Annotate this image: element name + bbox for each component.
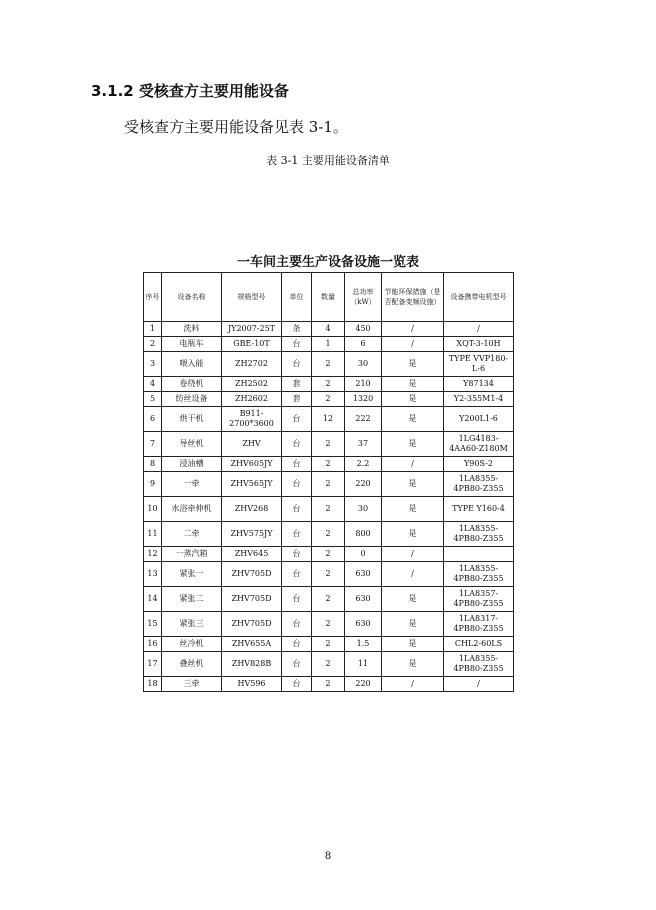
table-row bbox=[144, 322, 514, 337]
cell-power: 800 bbox=[345, 522, 382, 547]
cell-qty: 2 bbox=[312, 612, 345, 637]
cell-name: 丝冷机 bbox=[162, 637, 222, 652]
cell-qty: 2 bbox=[312, 352, 345, 377]
cell-model: HV596 bbox=[222, 677, 282, 692]
cell-motor: 1LA8355-4PB80-Z355 bbox=[444, 472, 514, 497]
cell-motor: TYPE VVP180-L-6 bbox=[444, 352, 514, 377]
cell-no: 18 bbox=[144, 677, 162, 692]
cell-motor: XQT-3-10H bbox=[444, 337, 514, 352]
cell-power: 37 bbox=[345, 432, 382, 457]
cell-qty: 2 bbox=[312, 587, 345, 612]
cell-power: 0 bbox=[345, 547, 382, 562]
cell-name: 喂入能 bbox=[162, 352, 222, 377]
cell-name: 一蒸汽箱 bbox=[162, 547, 222, 562]
cell-model: GBE-10T bbox=[222, 337, 282, 352]
cell-no: 8 bbox=[144, 457, 162, 472]
cell-model: ZHV565JY bbox=[222, 472, 282, 497]
cell-motor bbox=[444, 547, 514, 562]
cell-qty: 2 bbox=[312, 457, 345, 472]
cell-motor: 1LA8355-4PB80-Z355 bbox=[444, 522, 514, 547]
cell-eco: 是 bbox=[382, 522, 444, 547]
cell-eco: 是 bbox=[382, 587, 444, 612]
header-qty: 数量 bbox=[312, 273, 345, 322]
table-row bbox=[144, 522, 514, 547]
cell-motor: 1LA8357-4PB80-Z355 bbox=[444, 587, 514, 612]
cell-unit: 台 bbox=[282, 407, 312, 432]
table-row bbox=[144, 587, 514, 612]
header-unit: 单位 bbox=[282, 273, 312, 322]
cell-name: 叠丝机 bbox=[162, 652, 222, 677]
cell-eco: / bbox=[382, 547, 444, 562]
cell-unit: 套 bbox=[282, 377, 312, 392]
section-heading: 3.1.2 受核查方主要用能设备 bbox=[91, 82, 289, 100]
cell-model: ZH2602 bbox=[222, 392, 282, 407]
cell-motor: TYPE Y160-4 bbox=[444, 497, 514, 522]
cell-power: 630 bbox=[345, 612, 382, 637]
cell-power: 220 bbox=[345, 472, 382, 497]
cell-model: ZHV605JY bbox=[222, 457, 282, 472]
cell-name: 一牵 bbox=[162, 472, 222, 497]
cell-no: 1 bbox=[144, 322, 162, 337]
cell-name: 二牵 bbox=[162, 522, 222, 547]
header-power: 总功率（kW） bbox=[345, 273, 382, 322]
cell-power: 630 bbox=[345, 587, 382, 612]
cell-no: 17 bbox=[144, 652, 162, 677]
cell-motor: Y90S-2 bbox=[444, 457, 514, 472]
table-row bbox=[144, 637, 514, 652]
cell-model: ZH2702 bbox=[222, 352, 282, 377]
cell-motor: / bbox=[444, 322, 514, 337]
cell-power: 1320 bbox=[345, 392, 382, 407]
cell-qty: 2 bbox=[312, 637, 345, 652]
cell-name: 浸油槽 bbox=[162, 457, 222, 472]
cell-power: 11 bbox=[345, 652, 382, 677]
table-row bbox=[144, 407, 514, 432]
cell-name: 水浴牵伸机 bbox=[162, 497, 222, 522]
table-row bbox=[144, 392, 514, 407]
cell-name: 卷绕机 bbox=[162, 377, 222, 392]
cell-unit: 台 bbox=[282, 352, 312, 377]
table-row bbox=[144, 337, 514, 352]
cell-unit: 套 bbox=[282, 392, 312, 407]
cell-name: 紧张二 bbox=[162, 587, 222, 612]
cell-motor: Y87134 bbox=[444, 377, 514, 392]
cell-name: 紧张一 bbox=[162, 562, 222, 587]
cell-power: 1.5 bbox=[345, 637, 382, 652]
cell-motor: Y200L1-6 bbox=[444, 407, 514, 432]
cell-no: 7 bbox=[144, 432, 162, 457]
table-row bbox=[144, 377, 514, 392]
cell-model: ZH2502 bbox=[222, 377, 282, 392]
cell-no: 4 bbox=[144, 377, 162, 392]
cell-no: 13 bbox=[144, 562, 162, 587]
table-row bbox=[144, 457, 514, 472]
cell-model: ZHV645 bbox=[222, 547, 282, 562]
cell-power: 30 bbox=[345, 352, 382, 377]
cell-qty: 2 bbox=[312, 652, 345, 677]
cell-no: 10 bbox=[144, 497, 162, 522]
cell-motor: 1LG4183-4AA60-Z180M bbox=[444, 432, 514, 457]
cell-unit: 台 bbox=[282, 337, 312, 352]
cell-unit: 台 bbox=[282, 547, 312, 562]
cell-eco: / bbox=[382, 677, 444, 692]
table-row bbox=[144, 677, 514, 692]
cell-power: 220 bbox=[345, 677, 382, 692]
cell-qty: 2 bbox=[312, 522, 345, 547]
cell-unit: 台 bbox=[282, 522, 312, 547]
cell-unit: 台 bbox=[282, 587, 312, 612]
cell-unit: 台 bbox=[282, 562, 312, 587]
cell-no: 15 bbox=[144, 612, 162, 637]
cell-no: 2 bbox=[144, 337, 162, 352]
cell-qty: 1 bbox=[312, 337, 345, 352]
cell-name: 紧张三 bbox=[162, 612, 222, 637]
cell-name: 电瓶车 bbox=[162, 337, 222, 352]
cell-name: 烘干机 bbox=[162, 407, 222, 432]
cell-qty: 2 bbox=[312, 377, 345, 392]
cell-eco: / bbox=[382, 337, 444, 352]
cell-model: ZHV bbox=[222, 432, 282, 457]
cell-power: 2.2 bbox=[345, 457, 382, 472]
cell-eco: 是 bbox=[382, 407, 444, 432]
cell-unit: 台 bbox=[282, 432, 312, 457]
cell-unit: 台 bbox=[282, 612, 312, 637]
cell-model: ZHV705D bbox=[222, 612, 282, 637]
page-number: 8 bbox=[324, 851, 332, 862]
table-row bbox=[144, 472, 514, 497]
cell-eco: 是 bbox=[382, 472, 444, 497]
cell-power: 222 bbox=[345, 407, 382, 432]
cell-model: ZHV575JY bbox=[222, 522, 282, 547]
cell-model: ZHV828B bbox=[222, 652, 282, 677]
table-row bbox=[144, 352, 514, 377]
cell-model: B911-2700*3600 bbox=[222, 407, 282, 432]
cell-qty: 2 bbox=[312, 547, 345, 562]
cell-unit: 台 bbox=[282, 457, 312, 472]
cell-no: 3 bbox=[144, 352, 162, 377]
cell-name: 纺丝设备 bbox=[162, 392, 222, 407]
table-row bbox=[144, 547, 514, 562]
cell-model: ZHV705D bbox=[222, 587, 282, 612]
cell-eco: / bbox=[382, 562, 444, 587]
cell-motor: 1LA8355-4PB80-Z355 bbox=[444, 652, 514, 677]
intro-paragraph: 受核查方主要用能设备见表 3-1。 bbox=[124, 118, 348, 136]
cell-unit: 条 bbox=[282, 322, 312, 337]
cell-no: 9 bbox=[144, 472, 162, 497]
cell-eco: 是 bbox=[382, 652, 444, 677]
cell-no: 14 bbox=[144, 587, 162, 612]
cell-name: 三牵 bbox=[162, 677, 222, 692]
cell-no: 11 bbox=[144, 522, 162, 547]
cell-no: 5 bbox=[144, 392, 162, 407]
cell-unit: 台 bbox=[282, 652, 312, 677]
table-row bbox=[144, 612, 514, 637]
cell-unit: 台 bbox=[282, 472, 312, 497]
cell-qty: 2 bbox=[312, 472, 345, 497]
table-caption: 表 3-1 主要用能设备清单 bbox=[266, 154, 390, 167]
cell-motor: CHL2-60LS bbox=[444, 637, 514, 652]
cell-eco: 是 bbox=[382, 392, 444, 407]
table-row bbox=[144, 652, 514, 677]
cell-eco: / bbox=[382, 322, 444, 337]
cell-eco: 是 bbox=[382, 352, 444, 377]
header-name: 设备名称 bbox=[162, 273, 222, 322]
table-row bbox=[144, 497, 514, 522]
cell-unit: 台 bbox=[282, 637, 312, 652]
cell-power: 30 bbox=[345, 497, 382, 522]
cell-motor: Y2-355M1-4 bbox=[444, 392, 514, 407]
cell-eco: / bbox=[382, 457, 444, 472]
cell-motor: 1LA8317-4PB80-Z355 bbox=[444, 612, 514, 637]
table-body bbox=[144, 322, 514, 692]
header-eco: 节能环保措施（是否配备变频设施） bbox=[382, 273, 444, 322]
cell-eco: 是 bbox=[382, 377, 444, 392]
cell-model: ZHV268 bbox=[222, 497, 282, 522]
cell-eco: 是 bbox=[382, 612, 444, 637]
table-row bbox=[144, 432, 514, 457]
cell-qty: 4 bbox=[312, 322, 345, 337]
cell-unit: 台 bbox=[282, 677, 312, 692]
cell-motor: 1LA8355-4PB80-Z355 bbox=[444, 562, 514, 587]
header-model: 规格型号 bbox=[222, 273, 282, 322]
cell-model: JY2007-25T bbox=[222, 322, 282, 337]
cell-power: 450 bbox=[345, 322, 382, 337]
cell-name: 导丝机 bbox=[162, 432, 222, 457]
header-motor: 设备携带电机型号 bbox=[444, 273, 514, 322]
cell-qty: 2 bbox=[312, 392, 345, 407]
cell-eco: 是 bbox=[382, 497, 444, 522]
cell-power: 6 bbox=[345, 337, 382, 352]
table-title: 一车间主要生产设备设施一览表 bbox=[236, 255, 419, 270]
cell-model: ZHV655A bbox=[222, 637, 282, 652]
header-no: 序号 bbox=[144, 273, 162, 322]
cell-eco: 是 bbox=[382, 432, 444, 457]
cell-no: 16 bbox=[144, 637, 162, 652]
cell-qty: 12 bbox=[312, 407, 345, 432]
cell-qty: 2 bbox=[312, 497, 345, 522]
cell-power: 630 bbox=[345, 562, 382, 587]
cell-qty: 2 bbox=[312, 562, 345, 587]
cell-name: 洗料 bbox=[162, 322, 222, 337]
table-row bbox=[144, 562, 514, 587]
cell-qty: 2 bbox=[312, 432, 345, 457]
table-header-row bbox=[144, 273, 514, 322]
cell-qty: 2 bbox=[312, 677, 345, 692]
cell-no: 6 bbox=[144, 407, 162, 432]
cell-no: 12 bbox=[144, 547, 162, 562]
equipment-table bbox=[143, 272, 514, 692]
cell-eco: 是 bbox=[382, 637, 444, 652]
cell-model: ZHV705D bbox=[222, 562, 282, 587]
cell-unit: 台 bbox=[282, 497, 312, 522]
cell-power: 210 bbox=[345, 377, 382, 392]
cell-motor: / bbox=[444, 677, 514, 692]
